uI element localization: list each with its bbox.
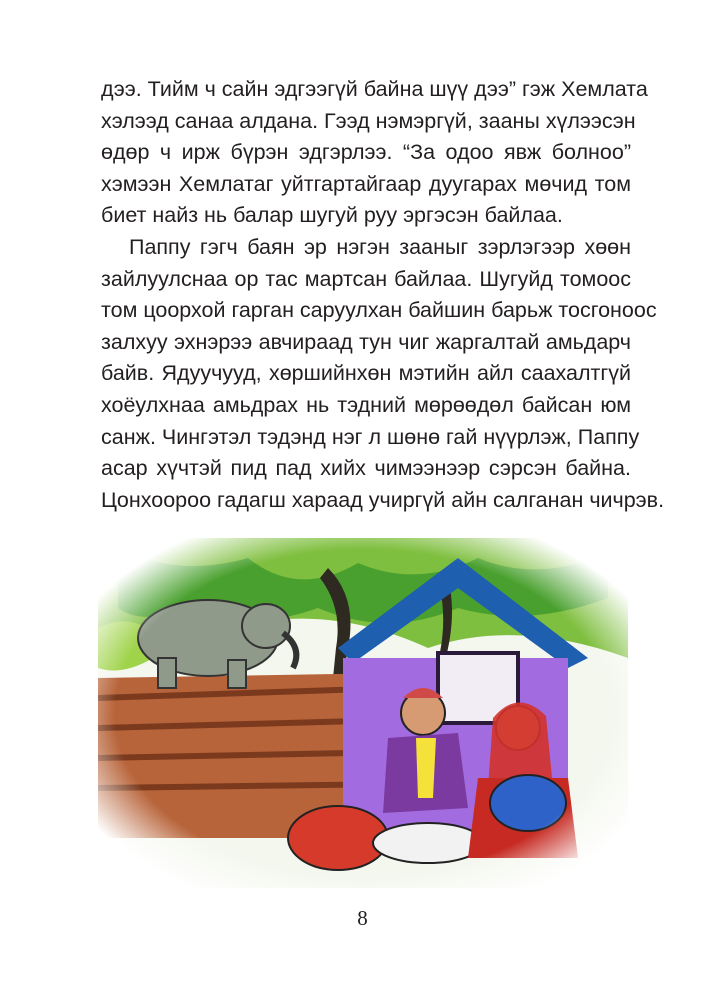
text-line: санж. Чингэтэл тэдэнд нэг л шөнө гай нүүрлэж, Паппу: [101, 424, 640, 449]
paragraph-2: [101, 232, 665, 516]
text-line: байв. Ядуучууд, хөршийнхөн мэтийн айл саахалтгүй: [101, 361, 631, 386]
text-line: залхуу эхнэрээ авчираад тун чиг жаргалтай амьдарч: [101, 329, 631, 354]
paragraph-1: [101, 74, 648, 232]
elephant-at-house-illustration: [98, 538, 628, 888]
text-line: том цоорхой гарган саруулхан байшин барьж тосгоноос: [101, 298, 657, 323]
text-line: Цонхоороо гадагш хараад учиргүй айн салганан чичрэв.: [101, 487, 665, 512]
text-line: Паппу гэгч баян эр нэгэн зааныг зэрлэгээр хөөн: [129, 234, 631, 259]
text-line: зайлуулснаа ор тас мартсан байлаа. Шугуйд томоос: [101, 266, 631, 291]
text-line: биет найз нь балар шугуй руу эргэсэн байлаа.: [101, 203, 563, 228]
text-line: дээ. Тийм ч сайн эдгээгүй байна шүү дээ” гэж Хемлата: [101, 77, 648, 101]
page-number: 8: [357, 906, 368, 930]
text-line: асар хүчтэй пид пад хийх чимээнээр сэрсэн байна.: [101, 456, 631, 481]
story-text: [101, 74, 665, 516]
text-line: өдөр ч ирж бүрэн эдгэрлээ. “За одоо явж болноо”: [101, 140, 631, 165]
text-line: хэмээн Хемлатаг уйтгартайгаар дуугарах мөчид том: [101, 171, 631, 196]
text-line: хэлээд санаа алдана. Гээд нэмэргүй, зааны хүлээсэн: [101, 108, 636, 133]
text-line: хоёулхнаа амьдрах нь тэдний мөрөөдөл байсан юм: [101, 392, 631, 417]
